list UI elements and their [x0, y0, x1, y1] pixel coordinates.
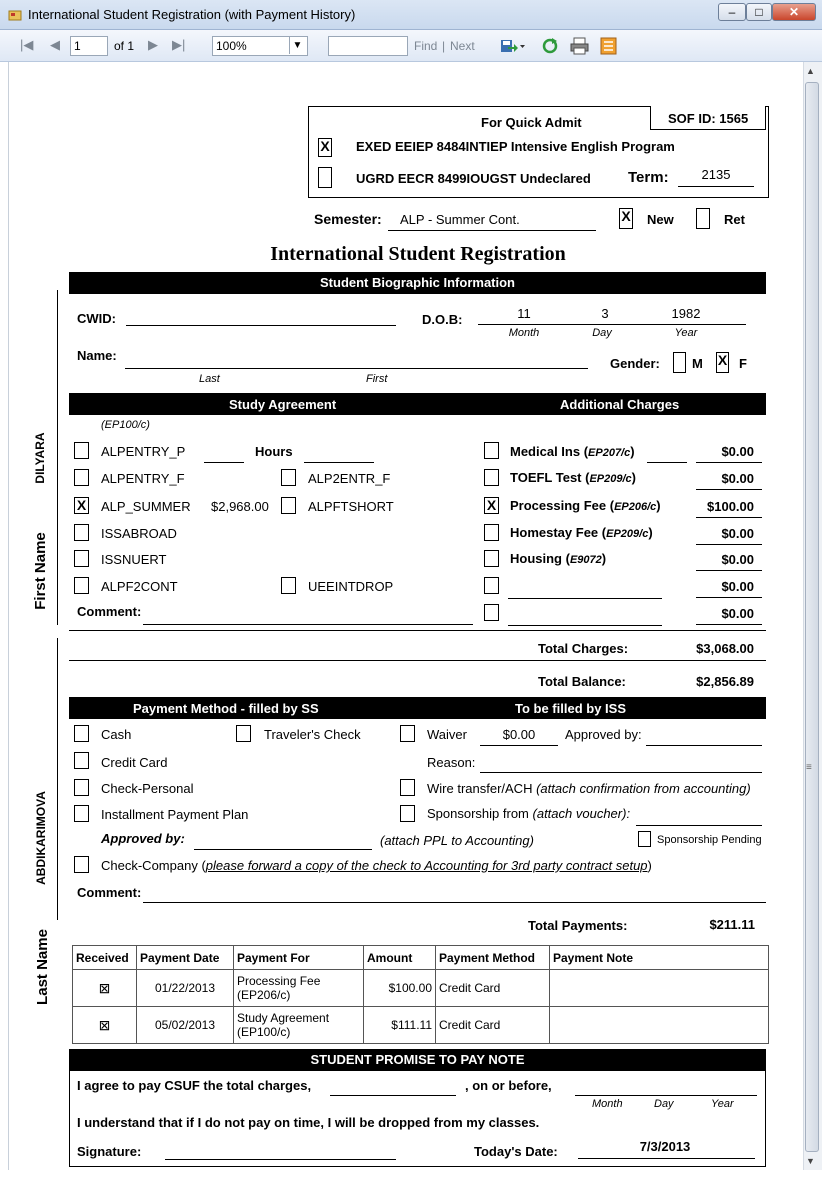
col-payment-note: Payment Note	[550, 946, 769, 970]
last-name-label: Last Name	[34, 929, 51, 1005]
waiver-label: Waiver	[427, 727, 467, 742]
totals-divider	[69, 660, 766, 661]
page-number-input[interactable]	[70, 36, 108, 56]
side-bracket-first	[57, 290, 58, 625]
processing-fee-label: Processing Fee (EP206/c)	[510, 498, 661, 513]
installment-checkbox[interactable]	[74, 805, 89, 822]
scroll-grip-icon: ≡	[806, 762, 812, 773]
last-page-icon[interactable]: ▶|	[172, 37, 186, 52]
promise-date-line	[575, 1095, 757, 1096]
housing-label: Housing (E9072)	[510, 551, 607, 566]
payment-for	[234, 1007, 364, 1044]
wire-checkbox[interactable]	[400, 779, 415, 796]
payment-amount: $100.00	[364, 970, 436, 1007]
study-code: (EP100/c)	[101, 419, 150, 431]
payment-amount: $111.11	[364, 1007, 436, 1044]
wire-label	[427, 781, 751, 796]
program-eiep-checkbox[interactable]: X	[318, 138, 332, 157]
table-row	[73, 970, 769, 1007]
col-payment-date: Payment Date	[137, 946, 234, 970]
sponsorship-label	[427, 806, 630, 821]
payment-comment-line	[143, 902, 766, 903]
alp-summer-amount: $2,968.00	[211, 499, 269, 514]
gender-f-label: F	[739, 356, 747, 371]
iss-header: To be filled by ISS	[515, 701, 626, 716]
medical-amount-line	[696, 462, 762, 463]
reason-label: Reason:	[427, 755, 476, 770]
form-title: International Student Registration	[270, 243, 566, 265]
other-charge-1-amount-line	[696, 597, 762, 598]
zoom-value: 100%	[216, 39, 247, 53]
promise-header: STUDENT PROMISE TO PAY NOTE	[69, 1049, 766, 1071]
medical-line	[647, 462, 687, 463]
medical-amount: $0.00	[721, 444, 754, 459]
window-title: International Student Registration (with Payment History)	[28, 7, 356, 22]
attach-ppl-note: (attach PPL to Accounting)	[380, 833, 534, 848]
signature-label: Signature:	[77, 1144, 142, 1159]
find-link[interactable]: Find	[414, 39, 438, 53]
approved-by-iss-label: Approved by:	[565, 727, 642, 742]
sponsorship-line	[636, 825, 762, 826]
toefl-amount-line	[696, 489, 762, 490]
total-charges-label: Total Charges:	[538, 641, 629, 656]
housing-amount-line	[696, 570, 762, 571]
check-personal-label: Check-Personal	[101, 781, 194, 796]
todays-date-line	[578, 1158, 755, 1159]
col-received: Received	[73, 946, 137, 970]
hours-value-line	[304, 462, 374, 463]
promise-agree-text: I agree to pay CSUF the total charges,	[77, 1078, 312, 1093]
semester-underline	[388, 230, 596, 231]
payment-for-line1: Study Agreement	[237, 1011, 330, 1025]
other-charge-2-checkbox[interactable]	[484, 604, 499, 621]
program-undeclared-checkbox[interactable]	[318, 167, 332, 188]
credit-card-label: Credit Card	[101, 755, 168, 770]
first-page-icon[interactable]: |◀	[20, 37, 34, 52]
refresh-icon[interactable]	[541, 37, 559, 55]
approved-by-line	[194, 849, 372, 850]
col-payment-for: Payment For	[234, 946, 364, 970]
col-amount: Amount	[364, 946, 436, 970]
scroll-thumb[interactable]	[805, 82, 819, 1152]
program-undeclared-label: UGRD EECR 8499IOUGST Undeclared	[356, 171, 591, 186]
ret-label: Ret	[724, 212, 745, 227]
study-comment-label: Comment:	[77, 604, 142, 619]
zoom-select[interactable]	[212, 36, 308, 56]
alpentry-p-checkbox[interactable]	[74, 442, 89, 459]
chevron-down-icon: ▼	[289, 37, 305, 54]
payment-header: Payment Method - filled by SS	[133, 701, 319, 716]
sponsorship-text: Sponsorship from	[427, 806, 529, 821]
payment-comment-label: Comment:	[77, 885, 142, 900]
table-header-row	[73, 946, 769, 970]
study-comment-line	[143, 624, 473, 625]
approved-by-label: Approved by:	[101, 831, 185, 846]
dob-month: 11	[517, 306, 531, 321]
installment-label: Installment Payment Plan	[101, 807, 249, 822]
next-page-icon[interactable]: ▶	[148, 37, 158, 52]
alpentry-p-label: ALPENTRY_P	[101, 444, 186, 459]
maximize-button[interactable]: □	[746, 3, 772, 21]
cash-label: Cash	[101, 727, 132, 742]
toefl-code: EP209/c	[589, 473, 632, 485]
housing-checkbox[interactable]	[484, 550, 499, 567]
prev-page-icon[interactable]: ◀	[50, 37, 60, 52]
check-company-note: please forward a copy of the check to Accounting for 3rd party contract setup	[205, 858, 648, 873]
total-balance-label: Total Balance:	[538, 674, 626, 689]
alp-summer-checkbox[interactable]: X	[74, 497, 89, 514]
payment-note	[550, 970, 769, 1007]
toefl-amount: $0.00	[721, 471, 754, 486]
scroll-down-icon[interactable]: ▼	[806, 1156, 815, 1166]
alpf2cont-label: ALPF2CONT	[101, 579, 178, 594]
term-underline	[678, 186, 754, 187]
dob-month-label: Month	[508, 327, 540, 339]
cwid-label: CWID:	[77, 311, 116, 326]
credit-card-checkbox[interactable]	[74, 752, 89, 769]
cash-checkbox[interactable]	[74, 725, 89, 742]
alpentry-f-checkbox[interactable]	[74, 469, 89, 486]
check-company-checkbox[interactable]	[74, 856, 89, 873]
dob-year-label: Year	[674, 327, 698, 339]
sponsorship-checkbox[interactable]	[400, 805, 415, 822]
processing-fee-checkbox[interactable]: X	[484, 497, 499, 514]
waiver-amount: $0.00	[502, 727, 536, 742]
report-toolbar	[0, 30, 822, 62]
alp2entr-f-label: ALP2ENTR_F	[308, 471, 391, 486]
first-name-value: DILYARA	[33, 432, 47, 484]
reason-line	[480, 772, 762, 773]
quick-admit-title: For Quick Admit	[481, 115, 582, 130]
total-charges-value: $3,068.00	[696, 641, 754, 656]
sponsorship-note: (attach voucher):	[532, 806, 631, 821]
dob-year: 1982	[671, 306, 701, 321]
first-name-label: First Name	[32, 532, 49, 610]
other-charge-2-amount: $0.00	[721, 606, 754, 621]
payment-method: Credit Card	[436, 1007, 550, 1044]
issabroad-checkbox[interactable]	[74, 524, 89, 541]
processing-fee-text: Processing Fee	[510, 498, 607, 513]
travelers-check-checkbox[interactable]	[236, 725, 251, 742]
payment-date: 05/02/2013	[137, 1007, 234, 1044]
find-input[interactable]	[328, 36, 408, 56]
other-charge-1-amount: $0.00	[721, 579, 754, 594]
semester-value: ALP - Summer Cont.	[400, 212, 520, 227]
name-label: Name:	[77, 348, 117, 363]
page-setup-icon[interactable]	[600, 37, 617, 55]
homestay-code: EP209/c	[606, 528, 649, 540]
homestay-amount: $0.00	[721, 526, 754, 541]
payment-note	[550, 1007, 769, 1044]
study-header: Study Agreement	[229, 397, 337, 412]
window-titlebar	[0, 0, 822, 30]
issnuert-checkbox[interactable]	[74, 550, 89, 567]
waiver-checkbox[interactable]	[400, 725, 415, 742]
alp-summer-label: ALP_SUMMER	[101, 499, 191, 514]
term-value: 2135	[701, 167, 731, 182]
promise-amount-line	[330, 1095, 456, 1096]
approved-by-iss-line	[646, 745, 762, 746]
toefl-label: TOEFL Test (EP209/c)	[510, 470, 637, 485]
program-eiep-label: EXED EEIEP 8484INTIEP Intensive English Program	[356, 139, 675, 154]
charges-divider	[69, 630, 766, 631]
medical-label: Medical Ins (EP207/c)	[510, 444, 635, 459]
gender-m-label: M	[692, 356, 703, 371]
toefl-checkbox[interactable]	[484, 469, 499, 486]
dob-day-label: Day	[592, 327, 612, 339]
check-personal-checkbox[interactable]	[74, 779, 89, 796]
signature-line	[165, 1159, 396, 1160]
toefl-text: TOEFL Test	[510, 470, 582, 485]
semester-label: Semester:	[314, 211, 382, 227]
alpentry-f-label: ALPENTRY_F	[101, 471, 185, 486]
dob-label: D.O.B:	[422, 312, 463, 327]
other-charge-2-line	[508, 625, 662, 626]
wire-note: (attach confirmation from accounting)	[536, 781, 751, 796]
close-button[interactable]: ✕	[772, 3, 816, 21]
last-sublabel: Last	[199, 373, 220, 385]
ret-checkbox[interactable]	[696, 208, 710, 229]
alpftshort-checkbox[interactable]	[281, 497, 296, 514]
hours-input-line	[204, 462, 244, 463]
other-charge-2-amount-line	[696, 624, 762, 625]
charges-header: Additional Charges	[560, 397, 680, 412]
toolbar-separator: |	[442, 39, 446, 53]
page-count: of 1	[114, 39, 135, 53]
gender-label: Gender:	[610, 356, 660, 371]
homestay-text: Homestay Fee	[510, 525, 599, 540]
homestay-amount-line	[696, 544, 762, 545]
cwid-line	[126, 325, 396, 326]
export-icon[interactable]	[500, 38, 526, 54]
processing-fee-code: EP206/c	[614, 501, 657, 513]
dob-line	[478, 324, 746, 325]
sof-id: SOF ID: 1565	[668, 111, 749, 126]
promise-year-label: Year	[711, 1098, 734, 1110]
next-link[interactable]: Next	[450, 39, 475, 53]
processing-fee-amount-line	[696, 517, 762, 518]
homestay-checkbox[interactable]	[484, 524, 499, 541]
ueeintdrop-checkbox[interactable]	[281, 577, 296, 594]
dob-day: 3	[601, 306, 609, 321]
total-payments-label: Total Payments:	[528, 918, 628, 933]
medical-checkbox[interactable]	[484, 442, 499, 459]
travelers-check-label: Traveler's Check	[264, 727, 361, 742]
promise-month-label: Month	[592, 1098, 623, 1110]
app-icon	[8, 8, 22, 22]
hours-label: Hours	[255, 444, 293, 459]
todays-date-value: 7/3/2013	[639, 1139, 691, 1154]
alpf2cont-checkbox[interactable]	[74, 577, 89, 594]
gender-f-checkbox[interactable]: X	[716, 352, 729, 373]
bio-header: Student Biographic Information	[69, 272, 766, 294]
payment-date: 01/22/2013	[137, 970, 234, 1007]
payment-for-line2: (EP100/c)	[237, 1025, 291, 1039]
total-payments-value: $211.11	[709, 917, 755, 932]
term-label: Term:	[628, 169, 669, 186]
todays-date-label: Today's Date:	[474, 1144, 558, 1159]
payment-for-line2: (EP206/c)	[237, 988, 291, 1002]
housing-text: Housing	[510, 551, 562, 566]
payment-method: Credit Card	[436, 970, 550, 1007]
housing-code: E9072	[569, 554, 602, 566]
issabroad-label: ISSABROAD	[101, 526, 177, 541]
housing-amount: $0.00	[721, 552, 754, 567]
total-balance-value: $2,856.89	[696, 674, 754, 689]
wire-text: Wire transfer/ACH	[427, 781, 533, 796]
table-row	[73, 1007, 769, 1044]
first-sublabel: First	[366, 373, 388, 385]
gender-m-checkbox[interactable]	[673, 352, 686, 373]
issnuert-label: ISSNUERT	[101, 552, 167, 567]
check-company-text: Check-Company	[101, 858, 198, 873]
other-charge-1-checkbox[interactable]	[484, 577, 499, 594]
received-checkbox[interactable]: ⊠	[73, 1007, 137, 1044]
promise-before-text: , on or before,	[465, 1078, 552, 1093]
last-name-value: ABDIKARIMOVA	[34, 791, 48, 885]
check-company-label: Check-Company (please forward a copy of the check to Accounting for 3rd party contract setup)	[101, 858, 652, 873]
sponsorship-pending-label: Sponsorship Pending	[657, 834, 762, 846]
waiver-line	[480, 745, 558, 746]
new-checkbox[interactable]: X	[619, 208, 633, 229]
medical-code: EP207/c	[588, 447, 631, 459]
print-icon[interactable]	[570, 37, 589, 55]
payment-history-table	[72, 945, 769, 1044]
promise-understand-text: I understand that if I do not pay on time, I will be dropped from my classes.	[77, 1115, 540, 1130]
col-payment-method: Payment Method	[436, 946, 550, 970]
name-line	[125, 368, 588, 369]
alp2entr-f-checkbox[interactable]	[281, 469, 296, 486]
scroll-up-icon[interactable]: ▲	[806, 66, 815, 76]
medical-text: Medical Ins	[510, 444, 581, 459]
alpftshort-label: ALPFTSHORT	[308, 499, 394, 514]
side-bracket-last	[57, 638, 58, 920]
other-charge-1-line	[508, 598, 662, 599]
payment-for	[234, 970, 364, 1007]
new-label: New	[647, 212, 674, 227]
received-checkbox[interactable]: ⊠	[73, 970, 137, 1007]
processing-fee-amount: $100.00	[707, 499, 754, 514]
ueeintdrop-label: UEEINTDROP	[308, 579, 394, 594]
sponsorship-pending-checkbox[interactable]	[638, 831, 651, 847]
payment-for-line1: Processing Fee	[237, 974, 321, 988]
minimize-button[interactable]: ‒	[718, 3, 746, 21]
homestay-label: Homestay Fee (EP209/c)	[510, 525, 653, 540]
promise-day-label: Day	[654, 1098, 674, 1110]
